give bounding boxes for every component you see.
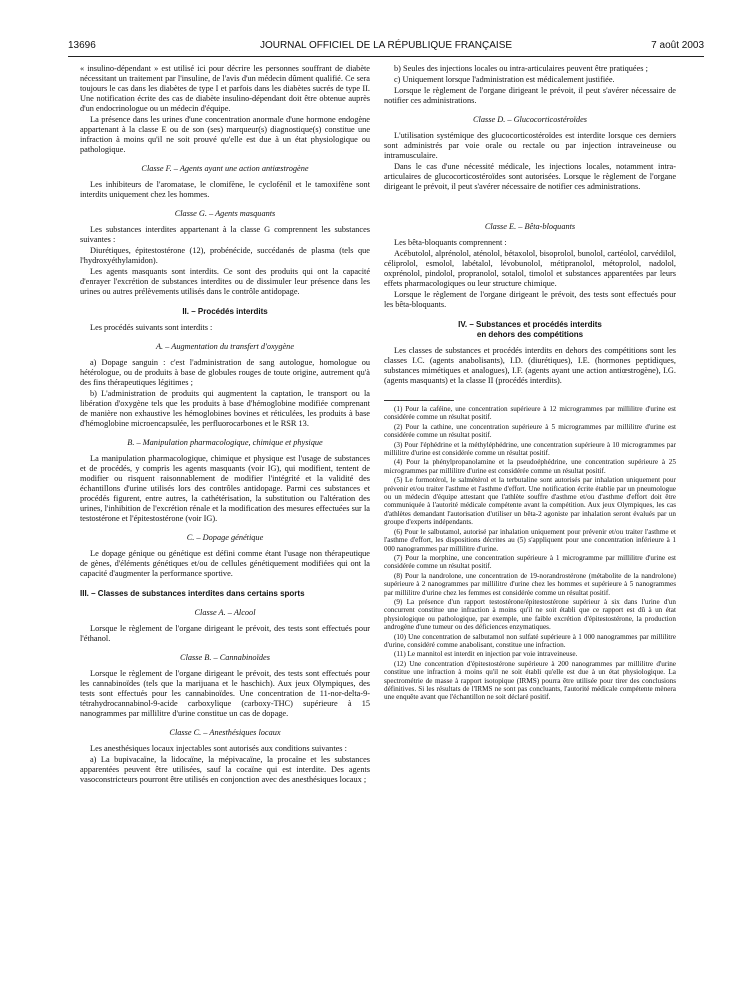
paragraph: c) Uniquement lorsque l'administration est médicalement justifiée. xyxy=(394,75,615,84)
paragraph: Diurétiques, épitestostérone (12), probénécide, succédanés de plasma (tels que l'hydroxyéthylamidon). xyxy=(80,246,370,265)
footnote: (9) La présence d'un rapport testostérone/épitestostérone supérieur à six dans l'urine d'un concurrent constitue une infraction à moins qu'il ne soit établi que ce rapport est dû à un état physiologique ou pathologique, par exemple, une faible excrétion d'épitestostérone, la production androgène d'une tumeur ou des déficiences enzymatiques. xyxy=(384,597,676,632)
publication-date: 7 août 2003 xyxy=(651,40,704,51)
paragraph: La présence dans les urines d'une concentration anormale d'une hormone endogène appartenant à la classe E ou de son (ses) marqueur(s) diagnostique(s) constitue une infraction à moins qu'il ne soit prouvé qu'elle est due à un état physiologique ou pathologique. xyxy=(80,115,370,154)
paragraph: Les substances interdites appartenant à la classe G comprennent les substances suivantes : xyxy=(80,225,370,244)
heading-section-iv: IV. – Substances et procédés interdits xyxy=(458,320,602,329)
right-column xyxy=(384,64,676,703)
paragraph: Les classes de substances et procédés interdits en dehors des compétitions sont les classes I.C. (agents anabolisants), I.D. (diurétiques), I.E. (hormones peptidiques, substances mimétiques et analogues), I.F. (agents ayant une action antiœstrogène), I.G. (agents masquants) et la classe II (procédés interdits). xyxy=(384,346,676,385)
journal-title: JOURNAL OFFICIEL DE LA RÉPUBLIQUE FRANÇAISE xyxy=(259,40,513,51)
footnote: (10) Une concentration de salbutamol non sulfaté supérieure à 1 000 nanogrammes par millilitre d'urine, considéré comme anabolisant, constitue une infraction. xyxy=(384,632,676,649)
header-rule xyxy=(68,56,704,57)
footnote: (1) Pour la caféine, une concentration supérieure à 12 microgrammes par millilitre d'urine est considérée comme un résultat positif. xyxy=(384,405,676,422)
paragraph: La manipulation pharmacologique, chimique et physique est l'usage de substances et de procédés, y compris les agents masquants (voir IG), qui modifient, tentent de modifier ou risquent raisonnablement de modifier l'intégrité et la validité des échantillons d'urine utilisés lors des contrôles antidopage. Parmi ces substances et procédés figurent, entre autres, la cathétérisation, la substitution ou l'altération des urines, l'inhibition de l'excrétion rénale et la modification des mesures effectuées sur la testostérone et l'épitestostérone (voir IG). xyxy=(80,454,370,523)
paragraph: a) Dopage sanguin : c'est l'administration de sang autologue, homologue ou hétérologue, ou de produits à base de globules rouges de toute origine, autrement qu'à des fins thérapeutiques légitimes ; xyxy=(80,358,370,387)
paragraph: Lorsque le règlement de l'organe dirigeant le prévoit, des tests sont effectués pour les bêta-bloquants. xyxy=(384,290,676,309)
paragraph: Dans le cas d'une nécessité médicale, les injections locales, notamment intra-articulaires de glucocorticostéroïdes sont autorisées. Lorsque le règlement de l'organe dirigeant le prévoit, il peut s'avérer nécessaire de notifier ces administrations. xyxy=(384,162,676,191)
footnote: (12) Une concentration d'épitestostérone supérieure à 200 nanogrammes par millilitre d'urine constitue une infraction à moins qu'il ne soit établi qu'elle est due à un état physiologique. La spectrométrie de masse à rapport isotopique (IRMS) pourra être utilisée pour tirer des conclusions définitives. Si les résultats de l'IRMS ne sont pas concluants, l'autorité médicale compétente mènera une enquête avant que l'échantillon ne soit déclaré positif. xyxy=(384,659,676,702)
footnotes xyxy=(384,405,676,702)
heading-class-c: Classe C. – Anesthésiques locaux xyxy=(169,728,281,737)
footnote: (7) Pour la morphine, une concentration supérieure à 1 microgramme par millilitre d'urine est considérée comme un résultat positif. xyxy=(384,553,676,571)
heading-section-iii: III. – Classes de substances interdites dans certains sports xyxy=(80,589,305,598)
footnote: (6) Pour le salbutamol, autorisé par inhalation uniquement pour prévenir et/ou traiter l'asthme et l'asthme d'effort, les dispositions décrites au (5) s'appliquent pour une concentration inférieure à 1 000 nanogrammes par millilitre d'urine. xyxy=(384,527,676,553)
paragraph: Les bêta-bloquants comprennent : xyxy=(394,238,507,247)
footnote: (3) Pour l'éphédrine et la méthyléphédrine, une concentration supérieure à 10 microgrammes par millilitre d'urine est considérée comme un résultat positif. xyxy=(384,440,676,458)
heading-class-a: Classe A. – Alcool xyxy=(194,608,256,617)
footnote: (5) Le formotérol, le salmétérol et la terbutaline sont autorisés par inhalation uniquement pour prévenir et/ou traiter l'asthme et l'asthme d'effort. Une notification écrite établie par un pneumologue ou un médecin d'équipe attestant que l'athlète souffre d'asthme et/ou d'asthme d'effort doit être communiquée à l'autorité médicale compétente avant la compétition. Aux jeux Olympiques, les cas d'athlètes demandant l'autorisation d'utiliser un bêta-2 agoniste par inhalation seront évalués par un groupe d'experts indépendants. xyxy=(384,476,676,527)
heading-section-c: C. – Dopage génétique xyxy=(186,533,264,542)
paragraph: Acébutolol, alprénolol, aténolol, bétaxolol, bisoprolol, bunolol, cartéolol, carvédilol, céliprolol, esmolol, labétalol, lévobunolol, métipranolol, métoprolol, nadolol, oxprénolol, pindolol, propranolol, sotalol, timolol et substances apparentées par leurs effets pharmacologiques ou leur structure chimique. xyxy=(384,249,676,288)
paragraph: Le dopage génique ou génétique est défini comme étant l'usage non thérapeutique de gènes, d'éléments génétiques et/ou de cellules génétiquement modifiées qui ont la capacité d'augmenter la performance sportive. xyxy=(80,549,370,578)
heading-class-b: Classe B. – Cannabinoïdes xyxy=(180,653,270,662)
paragraph: a) La bupivacaïne, la lidocaïne, la mépivacaïne, la procaïne et les substances apparentées peuvent être utilisées, sauf la cocaïne qui est interdite. Des agents vasoconstricteurs pourront être utilisés en conjonction avec des anesthésiques locaux ; xyxy=(80,755,370,784)
heading-class-g: Classe G. – Agents masquants xyxy=(174,209,276,218)
paragraph: Lorsque le règlement de l'organe dirigeant le prévoit, des tests sont effectués pour l'éthanol. xyxy=(80,624,370,643)
footnote-rule xyxy=(384,400,454,401)
paragraph: b) Seules des injections locales ou intra-articulaires peuvent être pratiquées ; xyxy=(394,64,648,73)
paragraph: Les agents masquants sont interdits. Ce sont des produits qui ont la capacité d'enrayer l'excrétion de substances interdites ou de dissimuler leur présence dans les urines ou autres prélèvements utilisés dans le contrôle antidopage. xyxy=(80,267,370,296)
footnote: (8) Pour la nandrolone, une concentration de 19-norandrostérone (métabolite de la nandrolone) supérieure à 2 nanogrammes par millilitre d'urine chez les hommes et supérieure à 5 nanogrammes par millilitre d'urine chez les femmes est considérée comme un résultat positif. xyxy=(384,571,676,597)
paragraph: Lorsque le règlement de l'organe dirigeant le prévoit, il peut s'avérer nécessaire de notifier ces administrations. xyxy=(384,86,676,105)
heading-class-d: Classe D. – Glucocorticostéroïdes xyxy=(473,115,587,124)
heading-class-e: Classe E. – Bêta-bloquants xyxy=(484,222,576,231)
paragraph: Les procédés suivants sont interdits : xyxy=(90,323,213,332)
paragraph: « insulino-dépendant » est utilisé ici pour décrire les personnes souffrant de diabète nécessitant un traitement par l'insuline, de l'avis d'un médecin dûment qualifié. Ce sera toujours le cas dans les diabètes de type I et parfois dans les diabètes sucrés de type II. Une notification écrite des cas de diabète insulino-dépendant doit être obtenue auprès d'un endocrinologue ou un médecin d'équipe. xyxy=(80,64,370,113)
page-header xyxy=(68,40,704,54)
heading-section-ii: II. – Procédés interdits xyxy=(182,307,268,316)
heading-section-iv-sub: en dehors des compétitions xyxy=(476,330,584,339)
footnote: (11) Le mannitol est interdit en injection par voie intraveineuse. xyxy=(394,650,578,659)
footnote: (4) Pour la phénylpropanolamine et la pseudoéphédrine, une concentration supérieure à 25 microgrammes par millilitre d'urine est considérée comme un résultat positif. xyxy=(384,458,676,475)
heading-section-a: A. – Augmentation du transfert d'oxygène xyxy=(155,342,295,351)
paragraph: Lorsque le règlement de l'organe dirigeant le prévoit, des tests sont effectués pour les cannabinoïdes (tels que la marijuana et le haschich). Aux jeux Olympiques, des tests sont effectués pour les cannabinoïdes. Une concentration de 11-nor-delta-9-tétrahydrocannabinol-9-acide carboxylique (carboxy-THC) supérieure à 15 nanogrammes par millilitre d'urine constitue un cas de dopage. xyxy=(80,669,370,718)
paragraph: b) L'administration de produits qui augmentent la captation, le transport ou la libération d'oxygène tels que les produits à base d'hémoglobine modifiée comprenant de manière non exhaustive les hémoglobines bovines et réticulées, les produits à base d'hémoglobine microencapsulée, les perfluorocarbones et le RSR 13. xyxy=(80,389,370,428)
heading-class-f: Classe F. – Agents ayant une action antiœstrogène xyxy=(141,164,309,173)
paragraph: L'utilisation systémique des glucocorticostéroïdes est interdite lorsque ces derniers sont administrés par voie orale ou rectale ou par injection intraveineuse ou intramusculaire. xyxy=(384,131,676,160)
paragraph: Les anesthésiques locaux injectables sont autorisés aux conditions suivantes : xyxy=(90,744,347,753)
footnote: (2) Pour la cathine, une concentration supérieure à 5 microgrammes par millilitre d'urine est considérée comme un résultat positif. xyxy=(384,422,676,440)
left-column xyxy=(80,64,370,786)
paragraph: Les inhibiteurs de l'aromatase, le clomifène, le cyclofénil et le tamoxifène sont interdits uniquement chez les hommes. xyxy=(80,180,370,199)
page-number: 13696 xyxy=(68,40,96,51)
heading-section-b: B. – Manipulation pharmacologique, chimique et physique xyxy=(127,438,323,447)
